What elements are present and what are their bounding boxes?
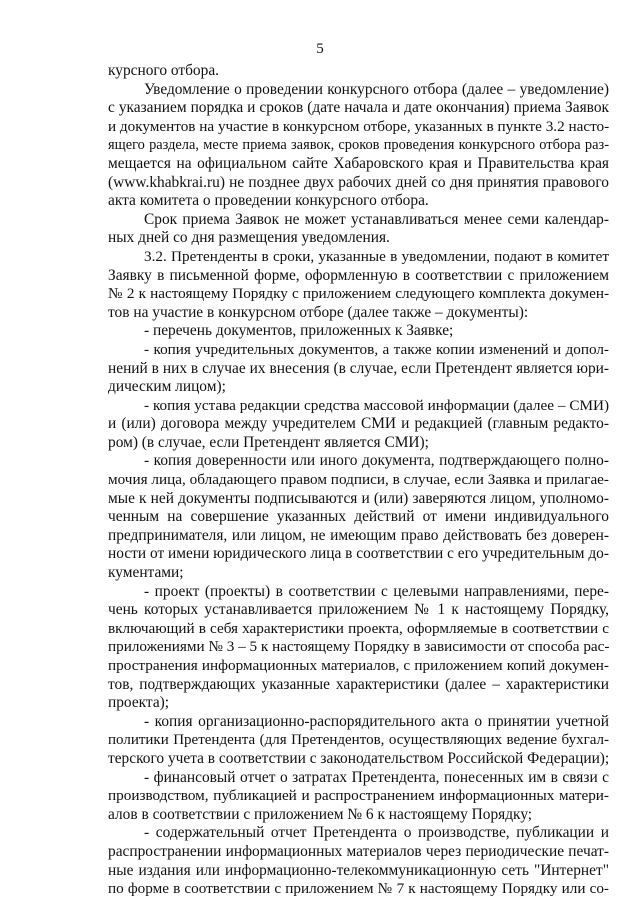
text-line: терского учета в соответствии с законодательством Российской Федерации); [108, 749, 610, 767]
text-line: пространения информационных материалов, с приложением копий докумен- [108, 657, 609, 674]
text-line: Заявку в письменной форме, оформленную в соответствии с приложением [108, 266, 609, 284]
text-line: с указанием порядка и сроков (дате начала и дате окончания) приема Заявок [108, 99, 609, 117]
text-line: № 2 к настоящему Порядку с приложением следующего комплекта докумен- [108, 285, 609, 303]
text-line: ные издания или информационно-телекоммуникационную сеть "Интернет" [108, 861, 609, 879]
text-line: - копия доверенности или иного документа, подтверждающего полно- [144, 452, 609, 470]
text-line: - копия организационно-распорядительного акта о принятии учетной [144, 712, 609, 730]
text-line: тов, подтверждающих указанные характеристики (далее – характеристики [108, 675, 609, 693]
text-line: приложениями № 3 – 5 к настоящему Порядку в зависимости от способа рас- [108, 638, 610, 656]
text-line: ченным на совершение указанных действий от имени индивидуального [108, 508, 609, 526]
text-line: - копия устава редакции средства массовой информации (далее – СМИ) [144, 396, 609, 414]
text-line: мещается на официальном сайте Хабаровского края и Правительства края [108, 154, 609, 172]
text-line: - проект (проекты) в соответствии с целевыми направлениями, пере- [144, 582, 609, 600]
text-line: дическим лицом); [108, 378, 226, 396]
text-line: - содержательный отчет Претендента о производстве, публикации и [144, 824, 609, 842]
text-line: нений в них в случае их внесения (в случае, если Претендент является юри- [108, 359, 609, 377]
text-line: и документов на участие в конкурсном отборе, указанных в пункте 3.2 насто- [108, 117, 610, 135]
text-line: - копия учредительных документов, а также копии изменений и допол- [144, 340, 609, 358]
text-line: производством, публикацией и распространением информационных матери- [108, 787, 609, 805]
text-line: 3.2. Претенденты в сроки, указанные в уведомлении, подают в комитет [144, 247, 609, 265]
text-line: мые к ней документы подписываются и (или) заверяются лицом, уполномо- [108, 489, 609, 507]
text-line: политики Претендента (для Претендентов, осуществляющих ведение бухгал- [108, 732, 609, 749]
text-line: чень которых устанавливается приложением № 1 к настоящему Порядку, [108, 601, 609, 619]
text-line: алов в соответствии с приложением № 6 к настоящему Порядку; [108, 805, 533, 823]
text-line: и (или) договора между учредителем СМИ и редакцией (главным редакто- [108, 415, 609, 433]
text-line: включающий в себя характеристики проекта, оформляемые в соответствии с [108, 619, 609, 637]
text-line: Срок приема Заявок не может устанавливаться менее семи календар- [144, 210, 609, 228]
text-line: тов на участие в конкурсном отборе (далее также – документы): [108, 303, 529, 321]
text-line: ности от имени юридического лица в соответствии с его учредительным до- [108, 545, 609, 563]
text-line: (www.khabkrai.ru) не позднее двух рабочих дней со дня принятия правового [108, 173, 609, 191]
text-line: кументами; [108, 564, 184, 582]
text-line: ром) (в случае, если Претендент является СМИ); [108, 433, 429, 451]
text-line: акта комитета о проведении конкурсного отбора. [108, 192, 429, 210]
text-line: - перечень документов, приложенных к Заявке; [144, 322, 454, 340]
text-line: распространении информационных материалов через периодические печат- [108, 842, 609, 860]
document-body [108, 62, 609, 899]
page-number: 5 [316, 41, 324, 57]
text-line: проекта); [108, 694, 170, 712]
text-line: по форме в соответствии с приложением № 7 к настоящему Порядку или со- [108, 880, 609, 898]
text-line: мочия лица, обладающего правом подписи, в случае, если Заявка и прилагае- [108, 471, 609, 489]
text-line: курсного отбора. [108, 62, 220, 79]
text-line: - финансовый отчет о затратах Претендента, понесенных им в связи с [144, 768, 609, 786]
text-line: предпринимателя, или лицом, не имеющим право действовать без доверен- [108, 526, 609, 544]
text-line: ящего раздела, месте приема заявок, сроков проведения конкурсного отбора раз- [108, 137, 609, 154]
text-line: Уведомление о проведении конкурсного отбора (далее – уведомление) [144, 80, 609, 98]
text-line: ных дней со дня размещения уведомления. [108, 229, 390, 247]
